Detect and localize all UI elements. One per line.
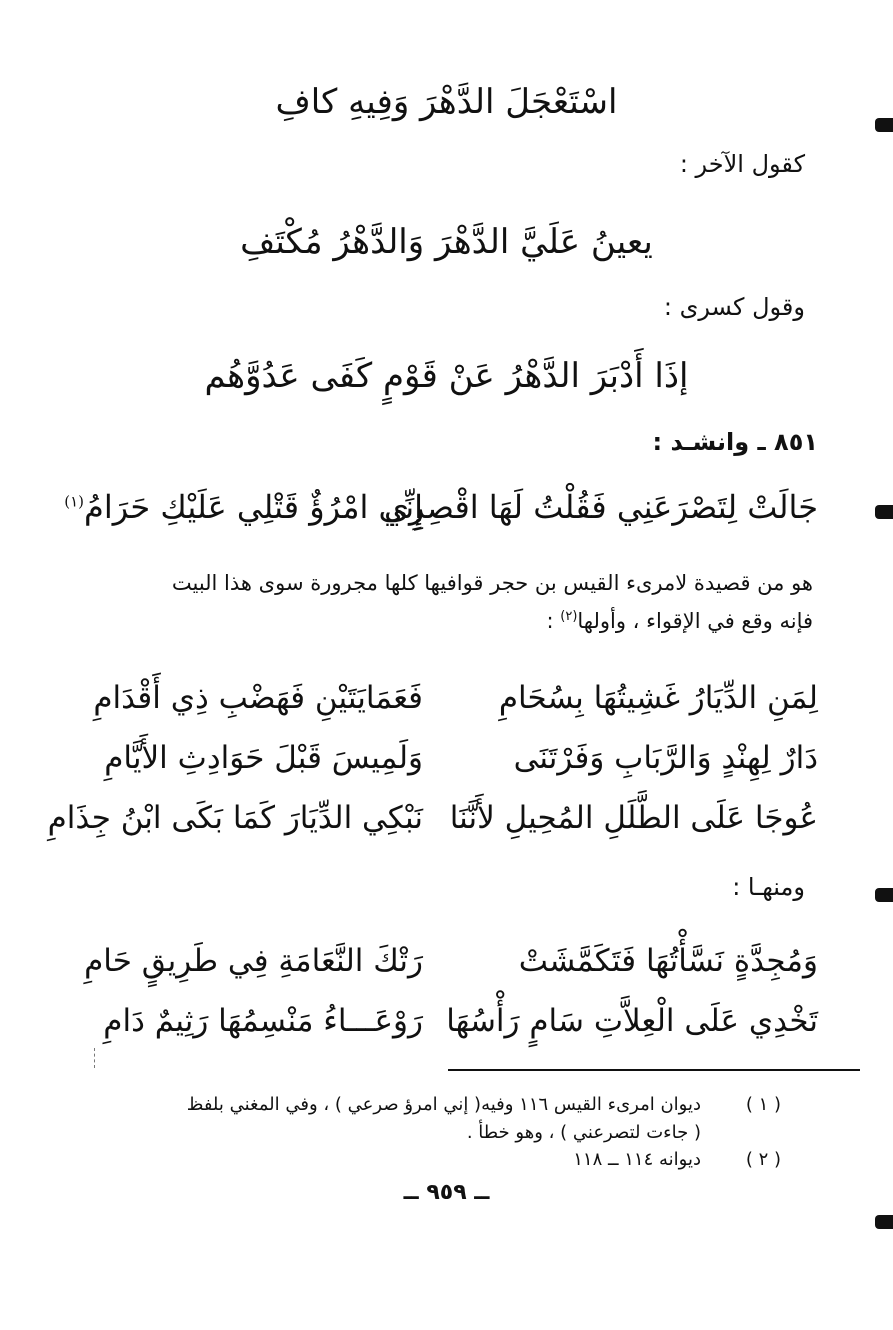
poem-verse-2-left: وَلَمِيسَ قَبْلَ حَوَادِثِ الأَيَّامِ xyxy=(104,740,423,776)
prose-line-2-text: فإنه وقع في الإقواء ، وأولها xyxy=(577,609,813,633)
citation-label-1: كقول الآخر : xyxy=(679,150,805,178)
poem-verse-3-left: نَبْكِي الدِّيَارَ كَمَا بَكَى ابْنُ جِذَامِ xyxy=(47,800,423,836)
verse-line-1: اسْتَعْجَلَ الدَّهْرَ وَفِيهِ كافِ xyxy=(275,82,618,122)
verse-line-3: إذَا أَدْبَرَ الدَّهْرُ عَنْ قَوْمٍ كَفَى عَدُوَّهُم xyxy=(204,356,689,396)
margin-mark xyxy=(94,1048,95,1068)
verse-line-2: يعينُ عَلَيَّ الدَّهْرَ وَالدَّهْرُ مُكْتَفِ xyxy=(240,222,653,262)
footnote-marker-1: (١) xyxy=(64,492,85,511)
poem-verse-1-left: فَعَمَايَتَيْنِ فَهَضْبِ ذِي أَقْدَامِ xyxy=(93,680,423,716)
poem-more-verse-2-right: تَخْدِي عَلَى الْعِلاَّتِ سَامٍ رَأْسُهَا xyxy=(446,1003,818,1039)
scan-edge-mark-4 xyxy=(875,1215,893,1229)
poem-verse-3-right: عُوجَا عَلَى الطَّلَلِ المُحِيلِ لأَنَّنَا xyxy=(449,800,818,836)
entry-verse-second-hemistich xyxy=(64,488,423,526)
footnote-1-continuation: ( جاءت لتصرعني ) ، وهو خطأ . xyxy=(466,1122,701,1143)
poem-more-verse-1-left: رَتْكَ النَّعَامَةِ فِي طَرِيقٍ حَامِ xyxy=(84,943,423,979)
entry-heading: ٨٥١ ـ وانشـد : xyxy=(652,428,818,456)
scan-edge-mark-2 xyxy=(875,505,893,519)
entry-verse-second-text: إِنِّي امْرُؤٌ قَتْلِي عَلَيْكِ حَرَامُ xyxy=(84,488,423,526)
poem-more-verse-1-right: وَمُجِدَّةٍ نَسَّأْتُهَا فَتَكَمَّشَتْ xyxy=(518,943,818,979)
scan-edge-mark-3 xyxy=(875,888,893,902)
footnote-2-number: ( ٢ ) xyxy=(745,1149,781,1170)
prose-line-2 xyxy=(93,600,813,638)
footnote-2-text: ديوانه ١١٤ ــ ١١٨ xyxy=(573,1149,701,1170)
prose-line-1: هو من قصيدة لامرىء القيس بن حجر قوافيها كلها مجرورة سوى هذا البيت xyxy=(171,571,813,595)
footnote-1-number: ( ١ ) xyxy=(745,1094,781,1115)
footnote-marker-2: (٢) xyxy=(560,609,578,624)
page-number: ــ ٩٥٩ ــ xyxy=(403,1180,490,1205)
poem-verse-1-right: لِمَنِ الدِّيَارُ غَشِيتُهَا بِسُحَامِ xyxy=(498,680,818,716)
footnote-1-text: ديوان امرىء القيس ١١٦ وفيه( إني امرؤ صرعي ) ، وفي المغني بلفظ xyxy=(186,1094,701,1115)
poem-verse-2-right: دَارٌ لِهِنْدٍ وَالرَّبَابِ وَفَرْتَنَى xyxy=(513,740,818,776)
prose-line-2-end: : xyxy=(546,609,561,633)
citation-label-2: وقول كسرى : xyxy=(663,293,805,321)
footnote-separator xyxy=(448,1069,860,1071)
poem-more-verse-2-left: رَوْعَـــاءُ مَنْسِمُهَا رَثِيمٌ دَامِ xyxy=(103,1003,423,1039)
scan-edge-mark-1 xyxy=(875,118,893,132)
section-label: ومنهـا : xyxy=(732,873,805,901)
entry-verse-first-hemistich: جَالَتْ لِتَصْرَعَنِي فَقُلْتُ لَهَا اقْصِرِي xyxy=(383,488,818,526)
